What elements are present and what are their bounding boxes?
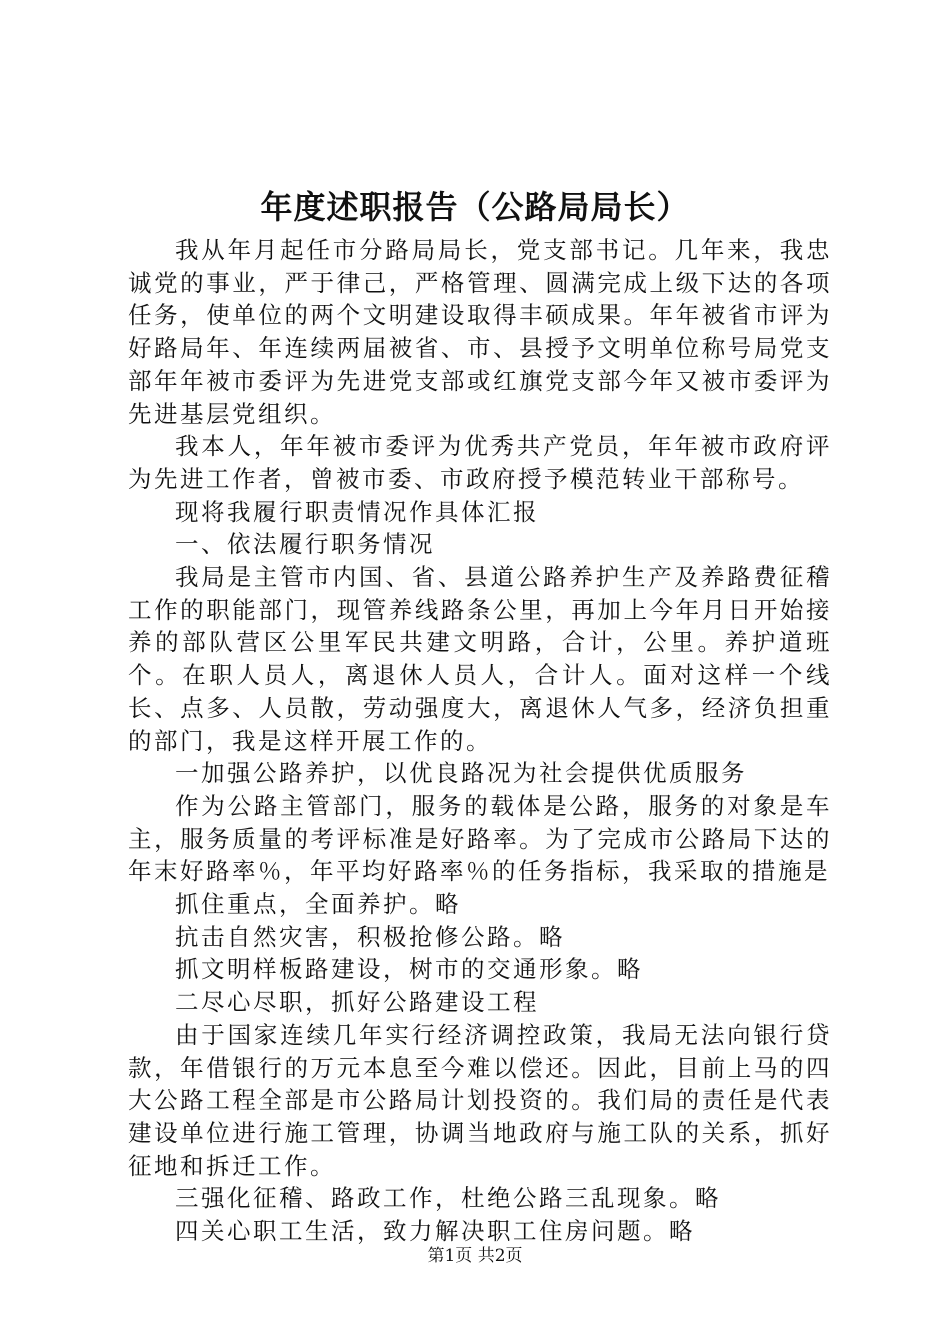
paragraph-report-lead: 现将我履行职责情况作具体汇报	[175, 497, 539, 526]
list-item-measure-2: 抗击自然灾害，积极抢修公路。略	[175, 922, 565, 951]
paragraph-construction: 由于国家连续几年实行经济调控政策，我局无法向银行贷款，年借银行的万元本息至今难以偿还。因此，目前上马的四大公路工程全部是市公路局计划投资的。我们局的责任是代表建设单位进行施工管理，协调当地政府与施工队的关系，抓好征地和拆迁工作。	[128, 1020, 832, 1180]
subsection-heading-1: 一加强公路养护，以优良路况为社会提供优质服务	[175, 759, 747, 788]
document-title: 年度述职报告（公路局局长）	[260, 188, 690, 226]
paragraph-road-maintenance: 作为公路主管部门，服务的载体是公路，服务的对象是车主，服务质量的考评标准是好路率。为了完成市公路局下达的年末好路率％，年平均好路率％的任务指标，我采取的措施是	[128, 791, 832, 886]
list-item-measure-3: 抓文明样板路建设，树市的交通形象。略	[175, 955, 643, 984]
document-body	[128, 234, 832, 1248]
paragraph-bureau-overview: 我局是主管市内国、省、县道公路养护生产及养路费征稽工作的职能部门，现管养线路条公里，再加上今年月日开始接养的部队营区公里军民共建文明路，合计，公里。养护道班个。在职人员人，离退休人员人，合计人。面对这样一个线长、点多、人员散，劳动强度大，离退休人气多，经济负担重的部门，我是这样开展工作的。	[128, 563, 832, 755]
page-footer: 第1页 共2页	[427, 1246, 523, 1266]
subsection-heading-3: 三强化征稽、路政工作，杜绝公路三乱现象。略	[175, 1184, 721, 1213]
section-heading-1: 一、依法履行职务情况	[175, 530, 435, 559]
list-item-measure-1: 抓住重点，全面养护。略	[175, 890, 461, 919]
paragraph-personal-honors: 我本人，年年被市委评为优秀共产党员，年年被市政府评为先进工作者，曾被市委、市政府授予模范转业干部称号。	[128, 432, 832, 493]
subsection-heading-2: 二尽心尽职，抓好公路建设工程	[175, 988, 539, 1017]
subsection-heading-4: 四关心职工生活，致力解决职工住房问题。略	[175, 1217, 695, 1246]
paragraph-intro: 我从年月起任市分路局局长，党支部书记。几年来，我忠诚党的事业，严于律己，严格管理、圆满完成上级下达的各项任务，使单位的两个文明建设取得丰硕成果。年年被省市评为好路局年、年连续两届被省、市、县授予文明单位称号局党支部年年被市委评为先进党支部或红旗党支部今年又被市委评为先进基层党组织。	[128, 236, 832, 428]
